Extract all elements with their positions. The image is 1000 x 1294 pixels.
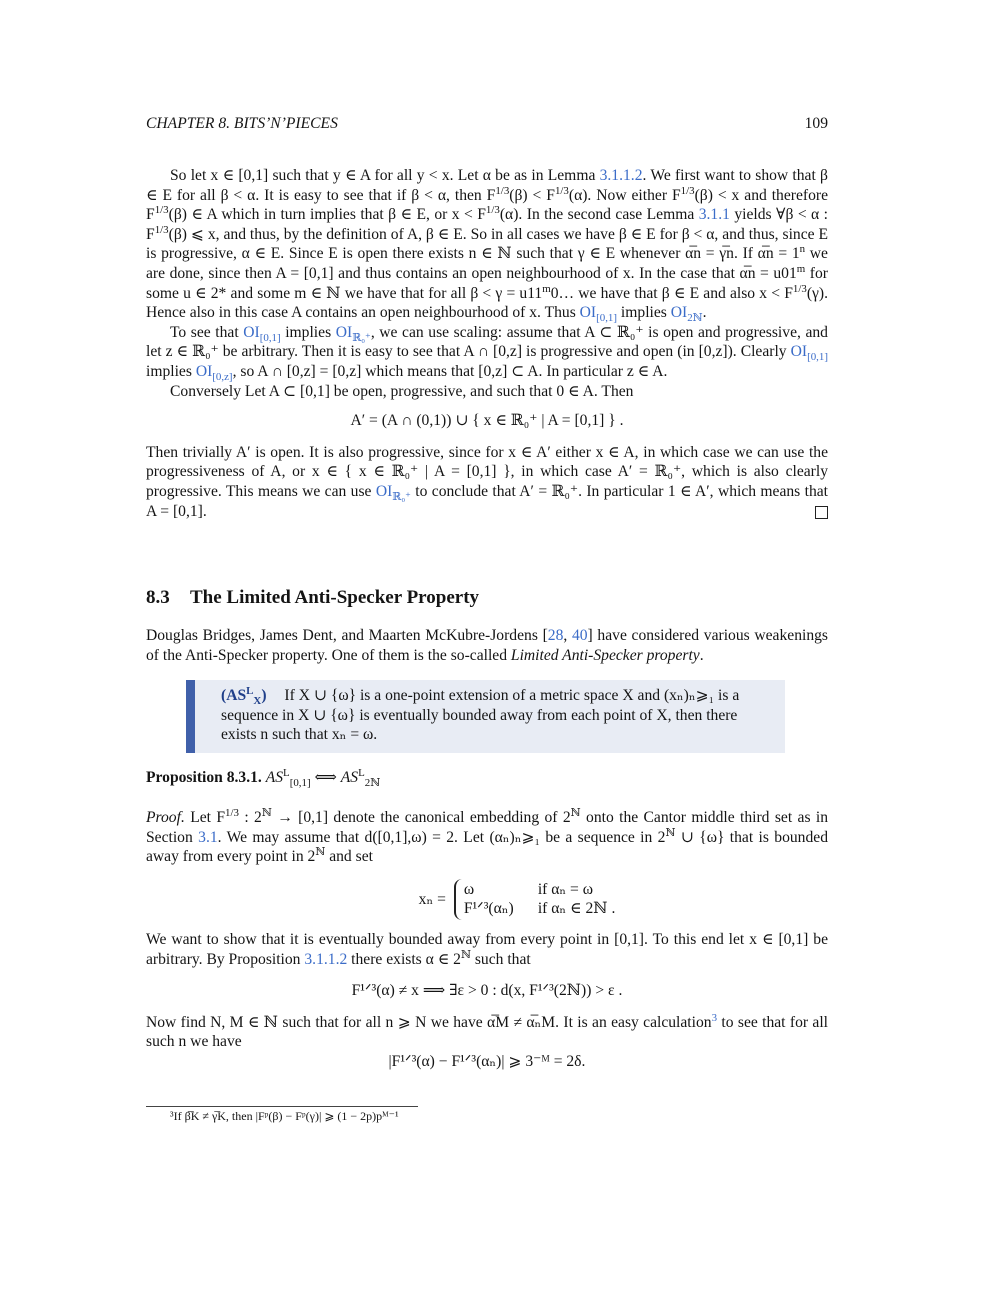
definition-box-wrapper xyxy=(146,680,828,753)
section-link[interactable]: 3.1 xyxy=(198,828,218,846)
cases-brace: ω if αₙ = ω F¹ᐟ³(αₙ) if αₙ ∈ 2ℕ . xyxy=(454,879,616,920)
qed-square-icon xyxy=(815,506,828,519)
equation-cases: xₙ = ω if αₙ = ω F¹ᐟ³(αₙ) if αₙ ∈ 2ℕ . xyxy=(206,879,828,920)
chapter-title: CHAPTER 8. BITS’N’PIECES xyxy=(146,115,338,132)
definition-text: If X ∪ {ω} is a one-point extension of a metric space X and (xₙ)ₙ⩾₁ is a sequence in X ∪ {ω} is eventually bounded away from each point of X, then there exists n such that xₙ = ω. xyxy=(221,687,740,744)
equation-epsilon: F¹ᐟ³(α) ≠ x ⟹ ∃ε > 0 : d(x, F¹ᐟ³(2ℕ)) > ε . xyxy=(351,982,623,1000)
paragraph-3: Conversely Let A ⊂ [0,1] be open, progressive, and such that 0 ∈ A. Then xyxy=(170,382,634,400)
footnote-link[interactable]: 3 xyxy=(711,1011,718,1024)
proposition xyxy=(146,768,828,788)
section-heading xyxy=(146,588,828,608)
section-intro xyxy=(146,626,828,665)
proof xyxy=(146,808,828,1072)
section-title: 8.3 The Limited Anti-Specker Property xyxy=(146,587,480,608)
equation-a-prime: A′ = (A ∩ (0,1)) ∪ { x ∈ ℝ₀⁺ | A = [0,1] } . xyxy=(350,412,624,430)
citation-link[interactable]: 28 xyxy=(547,627,564,644)
running-header xyxy=(146,114,828,134)
proof-paragraph: Proof. Let $F^{1/3}$ : $2^ℕ \to [0,1]$ denote the canonical embedding of $2^ℕ$ onto the Cantor middle third set as in Section 3.1. We may assume that d([0,1],ω) = 2. Let (αₙ)ₙ⩾₁ be a sequence in $2^ℕ$ ∪ {ω} that is bounded away from every point in $2^ℕ$ and set xyxy=(146,806,829,866)
principle-link[interactable]: $OI_{2ℕ}$ xyxy=(670,304,703,325)
paragraph-7: Now find N, M ∈ ℕ such that for all n ⩾ N we have α̅M ≠ α̅ₙM. It is an easy calculation$^3$ to see that for all such n we have xyxy=(146,1011,828,1051)
paragraph-1: So let x ∈ [0,1] such that y ∈ A for all y < x. Let α be as in Lemma 3.1.1.2. We first want to show that β ∈ E for all β < α. It is easy to see that if β < α, then $F^{1/3}(\beta) < F^{1/3}(\alpha)$. Now either $F^{1/3}(\beta) < x$ and therefore $F^{1/3}(\beta)$ ∈ A which in turn implies that β ∈ E, or $x < F^{1/3}(\alpha)$. In the second case Lemma 3.1.1 yields ∀β < α : $F^{1/3}(\beta)$ ⩽ x, and thus, by the definition of A, β ∈ E. So in all cases we have β ∈ E for β < α, and thus, since E is progressive, α ∈ E. Since E is open there exists n ∈ ℕ such that γ ∈ E whenever α̅n = γ̅n. If α̅n = $1^n$ we are done, since then A = [0,1] and thus contains an open neighbourhood of x. In the case that α̅n = $u01^m$ for some u ∈ 2* and some m ∈ ℕ we have that for all $\beta < \gamma = u11^m0\dots$ we have that β ∈ E and also $x < F^{1/3}(\gamma)$. Hence also in this case A contains an open neighbourhood of x. Thus $OI_{[0,1]}$ implies $OI_{2ℕ}$. xyxy=(146,167,828,325)
principle-link[interactable]: $OI_{ℝ_0^+}$ xyxy=(375,482,411,504)
principle-link[interactable]: $OI_{ℝ_0^+}$ xyxy=(335,323,371,344)
citation-link[interactable]: 40 xyxy=(571,627,588,644)
paragraph-5: Douglas Bridges, James Dent, and Maarten McKubre-Jordens [28, 40] have considered various weakenings of the Anti-Specker property. One of them is the so-called Limited Anti-Specker property. xyxy=(146,627,828,664)
definition-box xyxy=(186,680,785,753)
lemma-link[interactable]: 3.1.1.2 xyxy=(599,167,643,184)
paragraph-6: We want to show that it is eventually bounded away from every point in [0,1]. To this end let x ∈ [0,1] be arbitrary. By Proposition 3.1.1.2 there exists α ∈ $2^ℕ$ such that xyxy=(146,930,828,968)
page-number: 109 xyxy=(804,115,828,132)
principle-link[interactable]: $OI_{[0,1]}$ xyxy=(579,304,618,325)
proof-continuation xyxy=(146,166,828,521)
principle-link[interactable]: $OI_{[0,1]}$ xyxy=(790,343,828,364)
principle-link[interactable]: $OI_{[0,z]}$ xyxy=(195,362,233,384)
lemma-link[interactable]: 3.1.1 xyxy=(698,206,730,224)
proposition-link[interactable]: 3.1.1.2 xyxy=(304,950,348,968)
principle-link[interactable]: $OI_{[0,1]}$ xyxy=(243,323,281,344)
proposition-statement: Proposition 8.3.1. $AS^L_{[0,1]}$ ⟺ $AS^L_{2ℕ}$ xyxy=(146,766,381,790)
footnote-3: ³If β̅K ≠ γ̅K, then |Fᵖ(β) − Fᵖ(γ)| ⩾ (1 − 2p)pᴹ⁻¹ xyxy=(170,1109,399,1123)
definition-tag: $(AS^L_X)$ xyxy=(221,684,267,708)
paragraph-4: Then trivially A′ is open. It is also progressive, since for x ∈ A′ either x ∈ A, in which case we can use the progressiveness of A, or x ∈ { x ∈ ℝ₀⁺ | A = [0,1] }, in which case A′ = ℝ₀⁺, which is also clearly progressive. This means we can use $OI_{ℝ_0^+}$ to conclude that A′ = ℝ₀⁺. In particular 1 ∈ A′, which means that A = [0,1]. xyxy=(146,443,828,520)
equation-delta: |F¹ᐟ³(α) − F¹ᐟ³(αₙ)| ⩾ 3⁻ᴹ = 2δ. xyxy=(388,1052,586,1070)
paragraph-2: To see that $OI_{[0,1]}$ implies $OI_{ℝ_0^+}$, we can use scaling: assume that A ⊂ ℝ₀⁺ is open and progressive, and let z ∈ ℝ₀⁺ be arbitrary. Then it is easy to see that A ∩ [0,z] is progressive and open (in [0,z]). Clearly $OI_{[0,1]}$ implies $OI_{[0,z]}$, so A ∩ [0,z] = [0,z] which means that [0,z] ⊂ A. In particular z ∈ A. xyxy=(146,323,828,384)
footnote-area xyxy=(146,1106,828,1127)
